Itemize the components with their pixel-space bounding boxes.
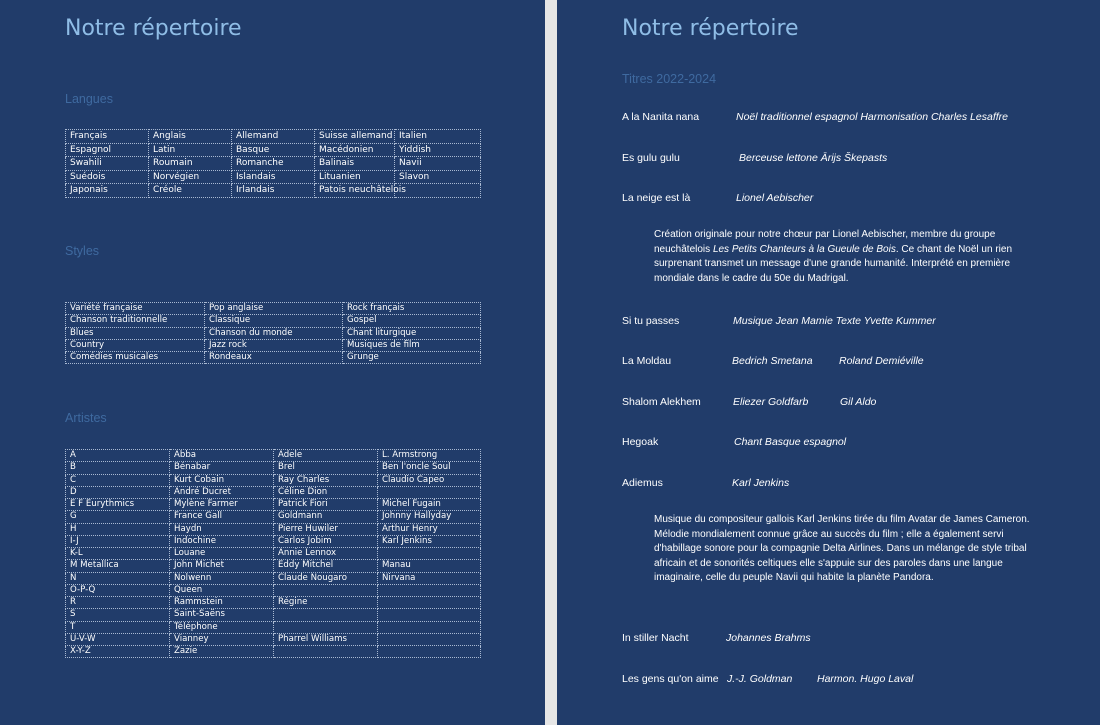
language-cell: Allemand — [232, 130, 315, 144]
language-cell: Espagnol — [66, 143, 149, 157]
artist-cell: M Metallica — [66, 560, 170, 572]
song-title: Shalom Alekhem — [622, 396, 701, 408]
table-row — [66, 303, 481, 315]
table-row — [66, 462, 481, 474]
description-text: . Ce chant de Noël un rien surprenant transmet un message d'une grande humanité. Interprété en première mondiale dans le cadre du 50e du Madrigal. — [654, 243, 1013, 284]
artist-cell: U-V-W — [66, 633, 170, 645]
artist-cell: Claudio Capeo — [378, 474, 481, 486]
artist-cell: Adele — [274, 450, 378, 462]
table-row — [66, 535, 481, 547]
artist-cell: Abba — [170, 450, 274, 462]
style-cell: Rock français — [343, 303, 481, 315]
artist-cell — [274, 609, 378, 621]
table-row — [66, 584, 481, 596]
artist-cell — [378, 486, 481, 498]
description-text: Création originale pour notre chœur par Lionel Aebischer, membre du groupe neuchâtelois — [654, 229, 996, 255]
song-composer: Karl Jenkins — [732, 477, 790, 489]
artist-cell: Vianney — [170, 633, 274, 645]
artist-cell: France Gall — [170, 511, 274, 523]
artist-cell: Carlos Jobim — [274, 535, 378, 547]
table-row — [66, 130, 481, 144]
artist-cell: Brel — [274, 462, 378, 474]
style-cell: Chant liturgique — [343, 327, 481, 339]
artist-cell: Céline Dion — [274, 486, 378, 498]
table-row — [66, 339, 481, 351]
artist-cell: Indochine — [170, 535, 274, 547]
song-title: Si tu passes — [622, 315, 680, 327]
style-cell: Gospel — [343, 315, 481, 327]
language-cell — [395, 184, 481, 198]
artist-cell: Goldmann — [274, 511, 378, 523]
song-composer: Bedrich Smetana — [732, 355, 813, 367]
language-cell: Balinais — [315, 157, 395, 171]
right-page — [557, 0, 1100, 725]
artist-cell: Claude Nougaro — [274, 572, 378, 584]
artist-cell: I-J — [66, 535, 170, 547]
artist-cell: Pharrel Williams — [274, 633, 378, 645]
song-title: Adiemus — [622, 477, 663, 489]
artist-cell: Bénabar — [170, 462, 274, 474]
song-title: Es gulu gulu — [622, 152, 680, 164]
language-cell: Yiddish — [395, 143, 481, 157]
artist-cell: Patrick Fiori — [274, 499, 378, 511]
page-title-right: Notre répertoire — [622, 16, 799, 41]
artist-cell — [378, 633, 481, 645]
language-cell: Lituanien — [315, 170, 395, 184]
artist-cell: D — [66, 486, 170, 498]
page-title: Notre répertoire — [65, 16, 242, 41]
song-arranger: Gil Aldo — [840, 396, 877, 408]
artist-cell: Kurt Cobain — [170, 474, 274, 486]
description-italic: Les Petits Chanteurs à la Gueule de Bois — [712, 243, 896, 255]
language-cell: Latin — [149, 143, 232, 157]
style-cell: Comédies musicales — [66, 352, 205, 364]
artist-cell: T — [66, 621, 170, 633]
artist-cell: Mylène Farmer — [170, 499, 274, 511]
style-cell: Chanson traditionnelle — [66, 315, 205, 327]
artist-cell: Pierre Huwiler — [274, 523, 378, 535]
artist-cell: Eddy Mitchel — [274, 560, 378, 572]
table-row — [66, 633, 481, 645]
description-la-neige — [654, 228, 1044, 286]
artist-cell: Nirvana — [378, 572, 481, 584]
languages-table — [65, 129, 481, 198]
artist-cell: Ben l'oncle Soul — [378, 462, 481, 474]
table-row — [66, 315, 481, 327]
language-cell: Roumain — [149, 157, 232, 171]
language-cell: Norvégien — [149, 170, 232, 184]
language-cell: Navii — [395, 157, 481, 171]
artist-cell: Manau — [378, 560, 481, 572]
style-cell: Pop anglaise — [205, 303, 343, 315]
artist-cell: Queen — [170, 584, 274, 596]
song-arranger: Harmon. Hugo Laval — [817, 673, 914, 685]
table-row — [66, 646, 481, 658]
song-composer: Noël traditionnel espagnol Harmonisation Charles Lesaffre — [736, 111, 1008, 123]
table-row — [66, 486, 481, 498]
artist-cell: Johnny Hallyday — [378, 511, 481, 523]
table-row — [66, 327, 481, 339]
language-cell: Italien — [395, 130, 481, 144]
language-cell: Patois neuchâtelois — [315, 184, 395, 198]
table-row — [66, 157, 481, 171]
song-composer: J.-J. Goldman — [727, 673, 793, 685]
song-arranger: Roland Demiéville — [839, 355, 924, 367]
artist-cell: H — [66, 523, 170, 535]
style-cell: Grunge — [343, 352, 481, 364]
left-page — [0, 0, 545, 725]
artist-cell: E F Eurythmics — [66, 499, 170, 511]
table-row — [66, 352, 481, 364]
table-row — [66, 499, 481, 511]
languages-heading: Langues — [65, 92, 113, 106]
table-row — [66, 572, 481, 584]
language-cell: Suédois — [66, 170, 149, 184]
language-cell: Créole — [149, 184, 232, 198]
language-cell: Irlandais — [232, 184, 315, 198]
style-cell: Country — [66, 339, 205, 351]
titles-heading: Titres 2022-2024 — [622, 72, 717, 86]
table-row — [66, 170, 481, 184]
song-title: Hegoak — [622, 436, 659, 448]
song-composer: Berceuse lettone Ārijs Škepasts — [739, 152, 888, 164]
artist-cell: A — [66, 450, 170, 462]
table-row — [66, 548, 481, 560]
artist-cell: Rammstein — [170, 597, 274, 609]
artist-cell: B — [66, 462, 170, 474]
artist-cell: Michel Fugain — [378, 499, 481, 511]
language-cell: Anglais — [149, 130, 232, 144]
artist-cell: Haydn — [170, 523, 274, 535]
language-cell: Islandais — [232, 170, 315, 184]
artist-cell: S — [66, 609, 170, 621]
artist-cell — [378, 584, 481, 596]
language-cell: Romanche — [232, 157, 315, 171]
song-title: Les gens qu'on aime — [622, 673, 719, 685]
artist-cell: Annie Lennox — [274, 548, 378, 560]
artist-cell — [378, 609, 481, 621]
artist-cell: R — [66, 597, 170, 609]
style-cell: Musiques de film — [343, 339, 481, 351]
table-row — [66, 560, 481, 572]
table-row — [66, 609, 481, 621]
artist-cell — [378, 597, 481, 609]
style-cell: Blues — [66, 327, 205, 339]
style-cell: Rondeaux — [205, 352, 343, 364]
artist-cell: N — [66, 572, 170, 584]
language-cell: Basque — [232, 143, 315, 157]
artists-table — [65, 449, 481, 658]
song-title: La neige est là — [622, 192, 691, 204]
artist-cell: Louane — [170, 548, 274, 560]
table-row — [66, 450, 481, 462]
artist-cell: X-Y-Z — [66, 646, 170, 658]
song-composer: Musique Jean Mamie Texte Yvette Kummer — [733, 315, 936, 327]
artist-cell: Saint-Saëns — [170, 609, 274, 621]
song-title: A la Nanita nana — [622, 111, 700, 123]
artist-cell: G — [66, 511, 170, 523]
artist-cell: K-L — [66, 548, 170, 560]
style-cell: Jazz rock — [205, 339, 343, 351]
song-title: La Moldau — [622, 355, 672, 367]
artist-cell: Zazie — [170, 646, 274, 658]
styles-table — [65, 302, 481, 364]
song-composer: Chant Basque espagnol — [734, 436, 847, 448]
language-cell: Macédonien — [315, 143, 395, 157]
table-row — [66, 143, 481, 157]
artist-cell — [274, 584, 378, 596]
style-cell: Classique — [205, 315, 343, 327]
artist-cell: Karl Jenkins — [378, 535, 481, 547]
artist-cell — [274, 621, 378, 633]
artist-cell: O-P-Q — [66, 584, 170, 596]
song-composer: Johannes Brahms — [726, 632, 811, 644]
language-cell: Swahili — [66, 157, 149, 171]
artist-cell: Régine — [274, 597, 378, 609]
artist-cell: Arthur Henry — [378, 523, 481, 535]
artist-cell: L. Armstrong — [378, 450, 481, 462]
artist-cell: C — [66, 474, 170, 486]
artist-cell — [378, 646, 481, 658]
artist-cell: Téléphone — [170, 621, 274, 633]
language-cell: Suisse allemand — [315, 130, 395, 144]
artist-cell — [378, 621, 481, 633]
table-row — [66, 184, 481, 198]
style-cell: Variété française — [66, 303, 205, 315]
table-row — [66, 474, 481, 486]
style-cell: Chanson du monde — [205, 327, 343, 339]
table-row — [66, 597, 481, 609]
styles-heading: Styles — [65, 244, 100, 258]
language-cell: Français — [66, 130, 149, 144]
song-title: In stiller Nacht — [622, 632, 689, 644]
artist-cell: André Ducret — [170, 486, 274, 498]
artist-cell — [378, 548, 481, 560]
artists-heading: Artistes — [65, 411, 107, 425]
table-row — [66, 511, 481, 523]
artist-cell — [274, 646, 378, 658]
table-row — [66, 523, 481, 535]
language-cell: Slavon — [395, 170, 481, 184]
artist-cell: John Michet — [170, 560, 274, 572]
description-adiemus: Musique du compositeur gallois Karl Jenkins tirée du film Avatar de James Cameron. Mélodie mondialement connue grâce au succès du film ; elle a également servi d'habillage sonore pour la compagnie Delta Airlines. Dans un mélange de style tribal africain et de sonorités celtiques elle s'appuie sur des paroles dans une langue imaginaire, celle du peuple Navii qui habite la planète Pandora. — [654, 514, 1030, 583]
language-cell: Japonais — [66, 184, 149, 198]
song-composer: Eliezer Goldfarb — [733, 396, 809, 408]
song-composer: Lionel Aebischer — [736, 192, 814, 204]
artist-cell: Ray Charles — [274, 474, 378, 486]
artist-cell: Nolwenn — [170, 572, 274, 584]
table-row — [66, 621, 481, 633]
